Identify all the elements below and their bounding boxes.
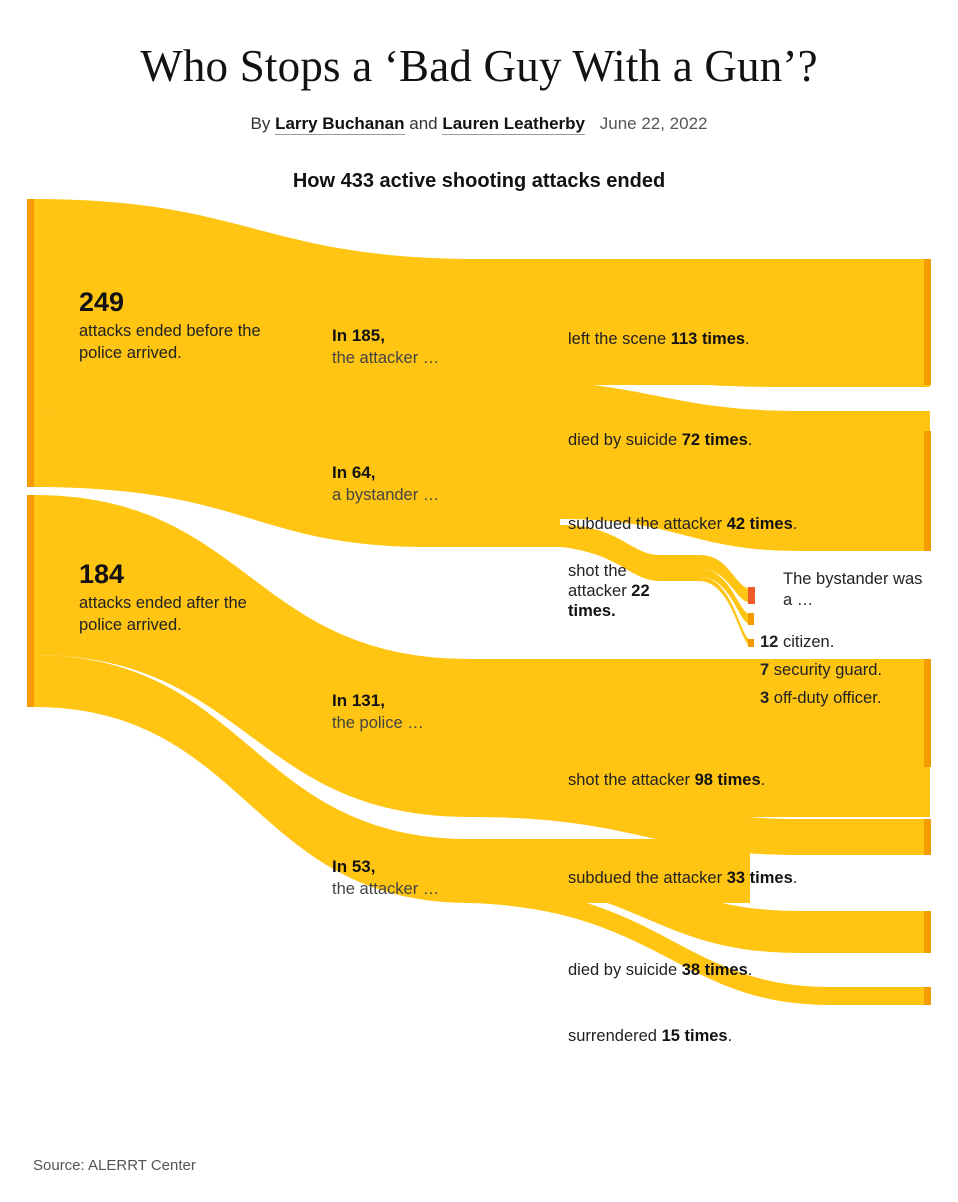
byline xyxy=(0,114,958,134)
stage3-label-surrendered xyxy=(568,1027,732,1046)
stage3-pre-6: died by suicide xyxy=(568,961,682,979)
node-before-police xyxy=(27,199,34,487)
stage3-post-0: . xyxy=(745,330,750,348)
stage2-desc-53: the attacker … xyxy=(332,880,440,898)
bystander-num-offduty-officer: 3 xyxy=(760,689,770,707)
bystander-num-security-guard: 7 xyxy=(760,661,770,679)
byline-date: June 22, 2022 xyxy=(599,114,708,133)
stage2-num-131: In 131, xyxy=(332,691,385,710)
node-suicide-before xyxy=(924,431,931,511)
stage3-post-7: . xyxy=(727,1027,733,1045)
stage3-label-shot-police xyxy=(568,771,765,790)
stage1-num-184: 184 xyxy=(79,559,125,589)
stage3-bold-6: 38 times xyxy=(681,961,748,979)
bystander-row-security-guard xyxy=(760,661,882,680)
node-suicide-after xyxy=(924,911,931,953)
stage3-post-2: . xyxy=(792,515,798,533)
stage3-bold-7: 15 times xyxy=(661,1027,728,1045)
stage3-label-suicide-after xyxy=(568,961,752,980)
byline-author-1[interactable]: Larry Buchanan xyxy=(275,114,405,133)
stage3-pre-0: left the scene xyxy=(568,330,671,348)
stage3-bold-2: 42 times xyxy=(726,515,793,533)
byline-and: and xyxy=(409,114,438,133)
stage1-label-184 xyxy=(79,559,269,637)
byline-by: By xyxy=(250,114,271,133)
node-left-the-scene xyxy=(924,259,931,385)
stage3-bold-5: 33 times xyxy=(726,869,793,887)
stage3-label-subdued-police xyxy=(568,869,797,888)
stage2-num-185: In 185, xyxy=(332,326,385,345)
byline-author-2[interactable]: Lauren Leatherby xyxy=(442,114,585,133)
stage1-label-249 xyxy=(79,287,269,365)
stage3-pre-4: shot the attacker xyxy=(568,771,695,789)
stage2-num-64: In 64, xyxy=(332,463,376,482)
stage3-post-6: . xyxy=(747,961,753,979)
stage3-pre-2: subdued the attacker xyxy=(568,515,727,533)
source-note: Source: ALERRT Center xyxy=(33,1157,196,1174)
node-surrendered xyxy=(924,987,931,1005)
node-security-guard xyxy=(748,613,754,625)
stage3-bold-1: 72 times xyxy=(681,431,748,449)
stage3-pre-5: subdued the attacker xyxy=(568,869,727,887)
bystander-note: The bystander was a … xyxy=(783,570,923,609)
stage3-bold-4: 98 times xyxy=(694,771,761,789)
stage3-label-suicide-before xyxy=(568,431,752,450)
node-subdued-bystander xyxy=(924,505,931,551)
bystander-num-citizen: 12 xyxy=(760,633,779,651)
stage2-label-53 xyxy=(332,857,439,899)
stage3-bold-3: 22 times. xyxy=(568,582,650,621)
stage2-desc-64: a bystander … xyxy=(332,486,440,504)
bystander-desc-security-guard: security guard. xyxy=(773,661,882,679)
stage3-label-shot-bystander xyxy=(568,561,664,621)
flow-left-the-scene xyxy=(480,259,930,385)
stage3-pre-3: shot the attacker xyxy=(568,562,632,601)
stage2-desc-185: the attacker … xyxy=(332,349,440,367)
stage2-label-64 xyxy=(332,463,439,505)
stage2-num-53: In 53, xyxy=(332,857,376,876)
stage2-label-131 xyxy=(332,691,424,733)
bystander-row-offduty-officer xyxy=(760,689,881,708)
stage2-label-185 xyxy=(332,326,439,368)
stage3-label-subdued-bystander xyxy=(568,515,797,534)
stage3-post-1: . xyxy=(747,431,753,449)
stage3-post-5: . xyxy=(792,869,798,887)
node-offduty-officer xyxy=(748,639,754,647)
bystander-desc-offduty-officer: off-duty officer. xyxy=(773,689,882,707)
stage3-bold-0: 113 times xyxy=(670,330,746,348)
stage1-num-249: 249 xyxy=(79,287,125,317)
chart-title: How 433 active shooting attacks ended xyxy=(292,170,666,192)
node-shot-police xyxy=(924,659,931,767)
stage3-label-left-scene xyxy=(568,330,750,349)
node-citizen xyxy=(748,587,755,604)
sankey-chart xyxy=(0,199,958,1099)
bystander-row-citizen xyxy=(760,633,834,652)
stage1-desc-184: attacks ended after the police arrived. xyxy=(79,594,247,635)
node-subdued-police xyxy=(924,819,931,855)
page-title: Who Stops a ‘Bad Guy With a Gun’? xyxy=(140,41,818,91)
stage2-desc-131: the police … xyxy=(332,714,424,732)
stage3-pre-1: died by suicide xyxy=(568,431,682,449)
stage3-post-4: . xyxy=(760,771,766,789)
stage3-pre-7: surrendered xyxy=(568,1027,662,1045)
node-after-police xyxy=(27,495,34,707)
bystander-desc-citizen: citizen. xyxy=(782,633,835,651)
stage1-desc-249: attacks ended before the police arrived. xyxy=(79,322,261,363)
